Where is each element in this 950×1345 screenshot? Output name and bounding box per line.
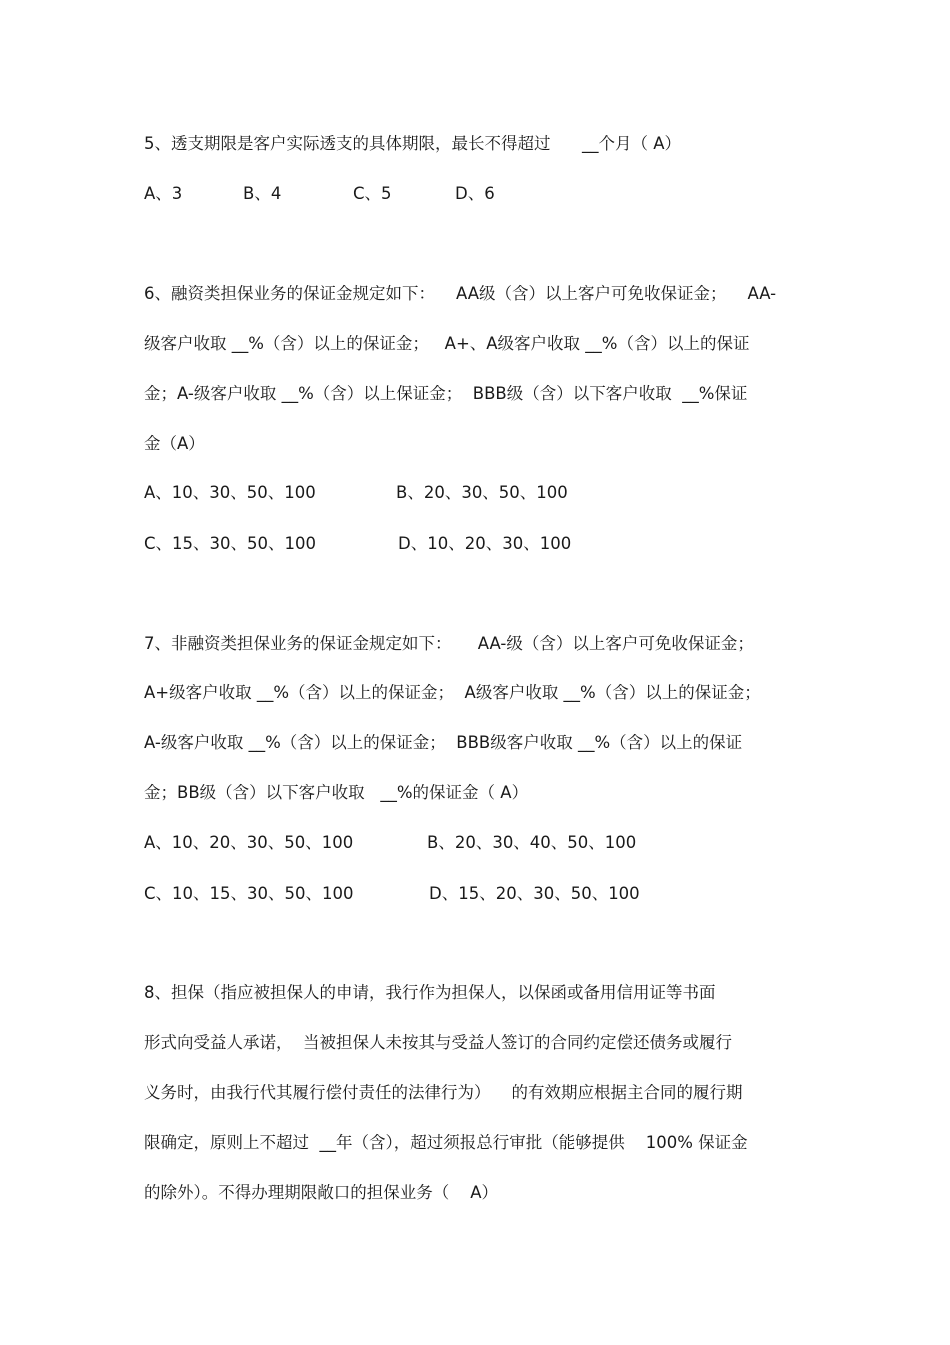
question-5-option-a: A、3: [144, 184, 183, 203]
question-5-option-d: D、6: [455, 184, 495, 203]
question-6-option-d: D、10、20、30、100: [398, 534, 572, 553]
question-6-line-2: 级客户收取 __%（含）以上的保证金； A+、A级客户收取 __%（含）以上的保证: [144, 334, 750, 353]
question-6-line-3: 金；A-级客户收取 __%（含）以上保证金； BBB级（含）以下客户收取 __%保证: [144, 384, 748, 403]
question-7-option-c: C、10、15、30、50、100: [144, 884, 354, 903]
question-7-line-3: A-级客户收取 __%（含）以上的保证金； BBB级客户收取 __%（含）以上的保证: [144, 733, 743, 752]
question-6-line-4: 金（A）: [144, 434, 205, 453]
question-6-line-1: 6、融资类担保业务的保证金规定如下： AA级（含）以上客户可免收保证金； AA-: [144, 284, 777, 303]
question-6-option-a: A、10、30、50、100: [144, 483, 316, 502]
question-7-line-2: A+级客户收取 __%（含）以上的保证金； A级客户收取 __%（含）以上的保证金；: [144, 683, 761, 702]
question-7-option-d: D、15、20、30、50、100: [429, 884, 640, 903]
question-7-option-a: A、10、20、30、50、100: [144, 833, 354, 852]
question-7-line-1: 7、非融资类担保业务的保证金规定如下： AA-级（含）以上客户可免收保证金；: [144, 634, 754, 653]
question-7-line-4: 金；BB级（含）以下客户收取 __%的保证金（ A）: [144, 783, 529, 802]
question-6-option-c: C、15、30、50、100: [144, 534, 317, 553]
question-5-line-1: 5、透支期限是客户实际透支的具体期限，最长不得超过 __个月（ A）: [144, 134, 681, 153]
question-8-line-2: 形式向受益人承诺， 当被担保人未按其与受益人签订的合同约定偿还债务或履行: [144, 1033, 732, 1052]
question-8-line-3: 义务时，由我行代其履行偿付责任的法律行为） 的有效期应根据主合同的履行期: [144, 1083, 743, 1102]
question-8-line-4: 限确定，原则上不超过 __年（含），超过须报总行审批（能够提供 100% 保证金: [144, 1133, 748, 1152]
question-8-line-1: 8、担保（指应被担保人的申请，我行作为担保人，以保函或备用信用证等书面: [144, 983, 716, 1002]
question-7-option-b: B、20、30、40、50、100: [427, 833, 637, 852]
question-6-option-b: B、20、30、50、100: [396, 483, 568, 502]
question-5-option-b: B、4: [243, 184, 282, 203]
question-5-option-c: C、5: [353, 184, 392, 203]
question-8-line-5: 的除外）。不得办理期限敞口的担保业务（ A）: [144, 1183, 499, 1202]
